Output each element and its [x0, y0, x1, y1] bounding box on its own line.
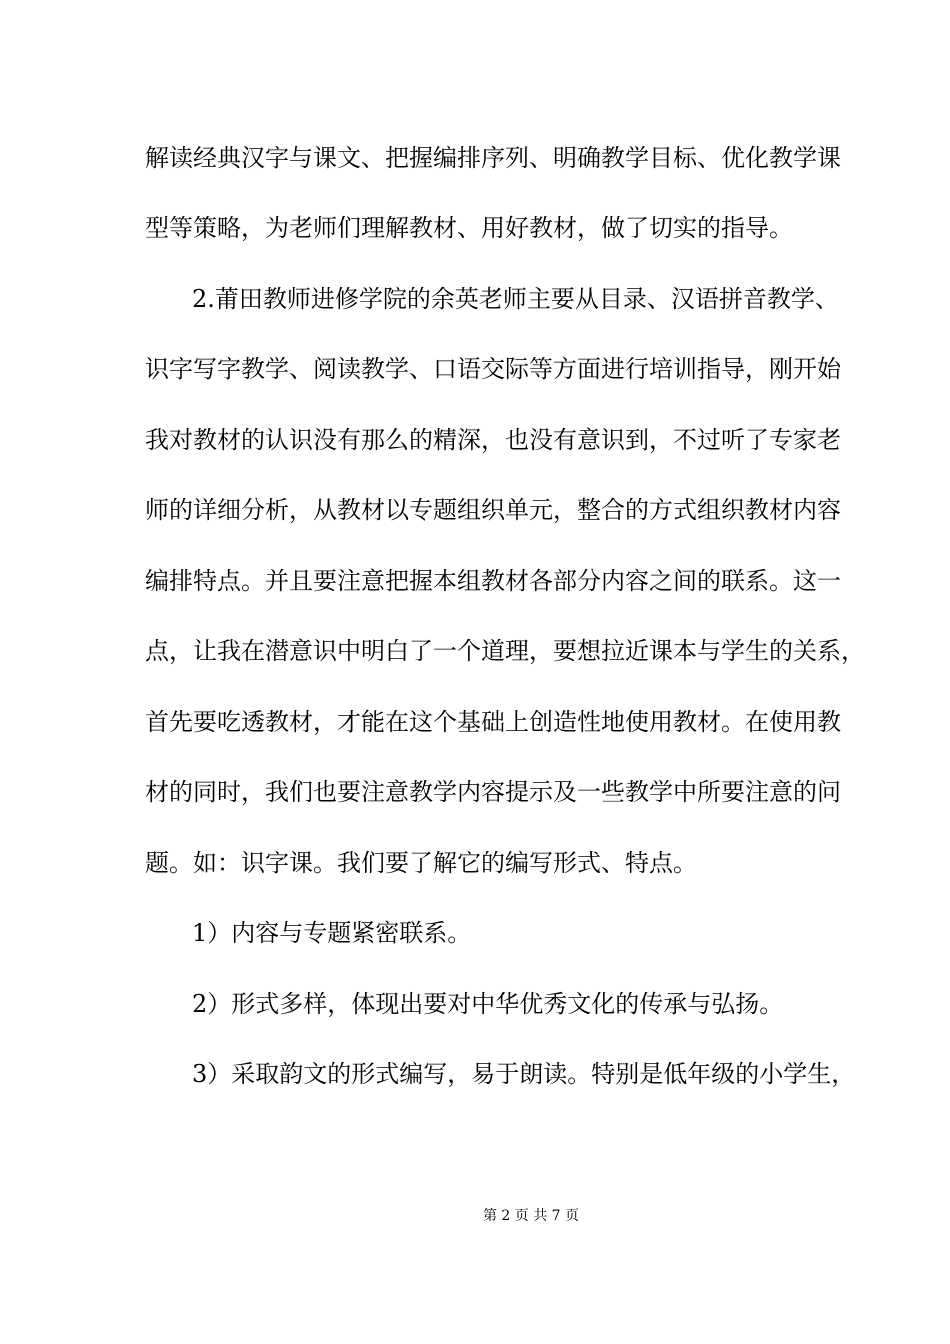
text-line: 点，让我在潜意识中明白了一个道理，要想拉近课本与学生的关系，: [145, 637, 865, 665]
text-line: 首先要吃透教材，才能在这个基础上创造性地使用教材。在使用教: [145, 708, 841, 736]
text-line: 2.莆田教师进修学院的余英老师主要从目录、汉语拼音教学、: [192, 285, 839, 313]
text-line: 材的同时，我们也要注意教学内容提示及一些教学中所要注意的问: [145, 778, 841, 806]
text-line: 识字写字教学、阅读教学、口语交际等方面进行培训指导，刚开始: [145, 355, 841, 383]
list-item: 1）内容与专题紧密联系。: [192, 919, 472, 947]
list-item: 2）形式多样，体现出要对中华优秀文化的传承与弘扬。: [192, 990, 784, 1018]
list-item: 3）采取韵文的形式编写，易于朗读。特别是低年级的小学生，: [192, 1060, 856, 1088]
text-line: 我对教材的认识没有那么的精深，也没有意识到，不过听了专家老: [145, 426, 841, 454]
page-footer: [0, 1206, 950, 1226]
page-number: 第 2 页 共 7 页: [482, 1208, 580, 1224]
text-line: 编排特点。并且要注意把握本组教材各部分内容之间的联系。这一: [145, 567, 841, 595]
text-line: 题。如：识字课。我们要了解它的编写形式、特点。: [145, 849, 697, 877]
text-line: 解读经典汉字与课文、把握编排序列、明确教学目标、优化教学课: [145, 144, 841, 172]
text-line: 型等策略，为老师们理解教材、用好教材，做了切实的指导。: [145, 214, 793, 242]
text-line: 师的详细分析，从教材以专题组织单元，整合的方式组织教材内容: [145, 496, 841, 524]
